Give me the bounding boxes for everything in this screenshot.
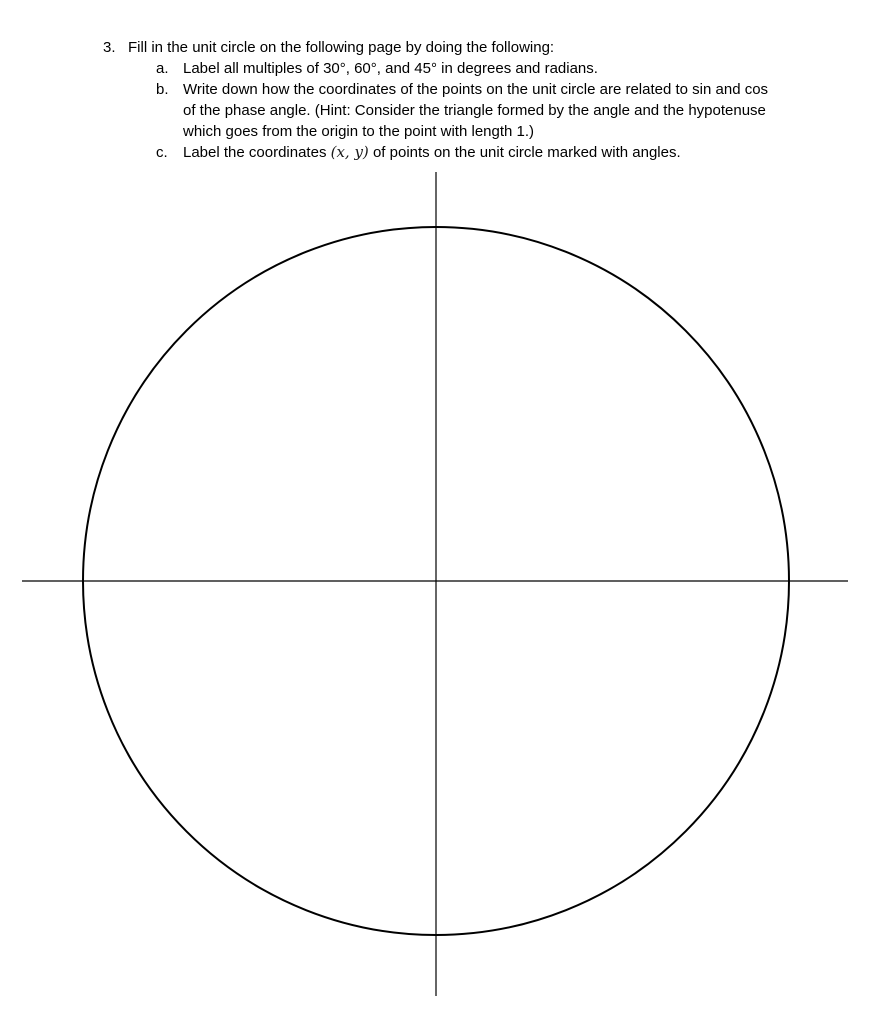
subitem-letter: b. — [156, 81, 169, 98]
subitem-text-before: Label the coordinates — [183, 144, 327, 161]
subitem-text-after: of points on the unit circle marked with angles. — [372, 144, 681, 161]
question-number: 3. — [103, 39, 116, 56]
subitem-letter: c. — [156, 144, 168, 161]
question-prompt: Fill in the unit circle on the following page by doing the following: — [128, 39, 555, 56]
subitem-letter: a. — [156, 60, 169, 77]
coordinate-math: (x, y) — [330, 143, 369, 161]
subitem-text: Write down how the coordinates of the points on the unit circle are related to sin and cos of the phase angle. (Hint: Consider the triangle formed by the angle and the hypotenuse which goes from the origin to the point with length 1.) — [183, 81, 769, 140]
subitem-text: Label all multiples of 30°, 60°, and 45° in degrees and radians. — [183, 60, 598, 77]
